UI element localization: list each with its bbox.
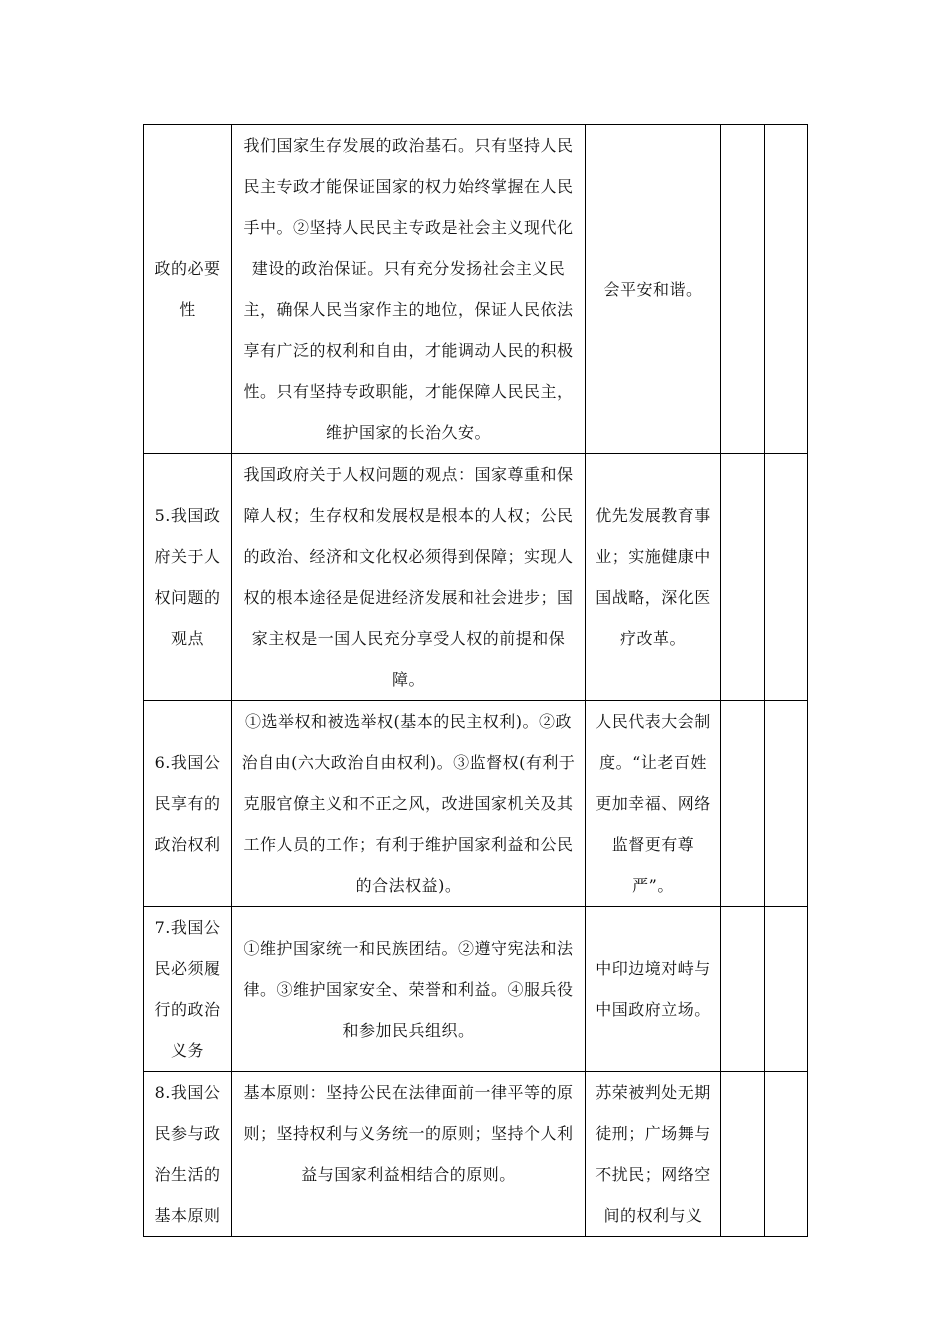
row-example: 会平安和谐。 <box>586 125 721 454</box>
row-label: 5.我国政府关于人权问题的观点 <box>144 454 232 701</box>
row-content: 我们国家生存发展的政治基石。只有坚持人民民主专政才能保证国家的权力始终掌握在人民手中。②坚持人民民主专政是社会主义现代化建设的政治保证。只有充分发扬社会主义民主，确保人民当家作主的地位，保证人民依法享有广泛的权利和自由，才能调动人民的积极性。只有坚持专政职能，才能保障人民民主，维护国家的长治久安。 <box>232 125 586 454</box>
row-example: 人民代表大会制度。“让老百姓更加幸福、网络监督更有尊严”。 <box>586 701 721 907</box>
table-row <box>144 454 808 701</box>
row-example: 优先发展教育事业；实施健康中国战略，深化医疗改革。 <box>586 454 721 701</box>
row-label: 政的必要性 <box>144 125 232 454</box>
empty-cell <box>765 125 808 454</box>
empty-cell <box>765 454 808 701</box>
empty-cell <box>765 907 808 1072</box>
empty-cell <box>721 907 765 1072</box>
empty-cell <box>721 454 765 701</box>
content-table <box>143 124 808 1237</box>
row-content: ①维护国家统一和民族团结。②遵守宪法和法律。③维护国家安全、荣誉和利益。④服兵役和参加民兵组织。 <box>232 907 586 1072</box>
row-content: 我国政府关于人权问题的观点：国家尊重和保障人权；生存权和发展权是根本的人权；公民的政治、经济和文化权必须得到保障；实现人权的根本途径是促进经济发展和社会进步；国家主权是一国人民充分享受人权的前提和保障。 <box>232 454 586 701</box>
table-row <box>144 907 808 1072</box>
row-label: 6.我国公民享有的政治权利 <box>144 701 232 907</box>
empty-cell <box>765 701 808 907</box>
empty-cell <box>721 701 765 907</box>
empty-cell <box>721 1072 765 1237</box>
empty-cell <box>765 1072 808 1237</box>
table-row <box>144 125 808 454</box>
row-content: 基本原则：坚持公民在法律面前一律平等的原则；坚持权利与义务统一的原则；坚持个人利益与国家利益相结合的原则。 <box>232 1072 586 1237</box>
row-label: 7.我国公民必须履行的政治义务 <box>144 907 232 1072</box>
row-example: 中印边境对峙与中国政府立场。 <box>586 907 721 1072</box>
row-example: 苏荣被判处无期徒刑；广场舞与不扰民；网络空间的权利与义 <box>586 1072 721 1237</box>
table-row <box>144 1072 808 1237</box>
table-row <box>144 701 808 907</box>
row-content: ①选举权和被选举权(基本的民主权利)。②政治自由(六大政治自由权利)。③监督权(有利于克服官僚主义和不正之风，改进国家机关及其工作人员的工作；有利于维护国家利益和公民的合法权益)。 <box>232 701 586 907</box>
row-label: 8.我国公民参与政治生活的基本原则 <box>144 1072 232 1237</box>
empty-cell <box>721 125 765 454</box>
